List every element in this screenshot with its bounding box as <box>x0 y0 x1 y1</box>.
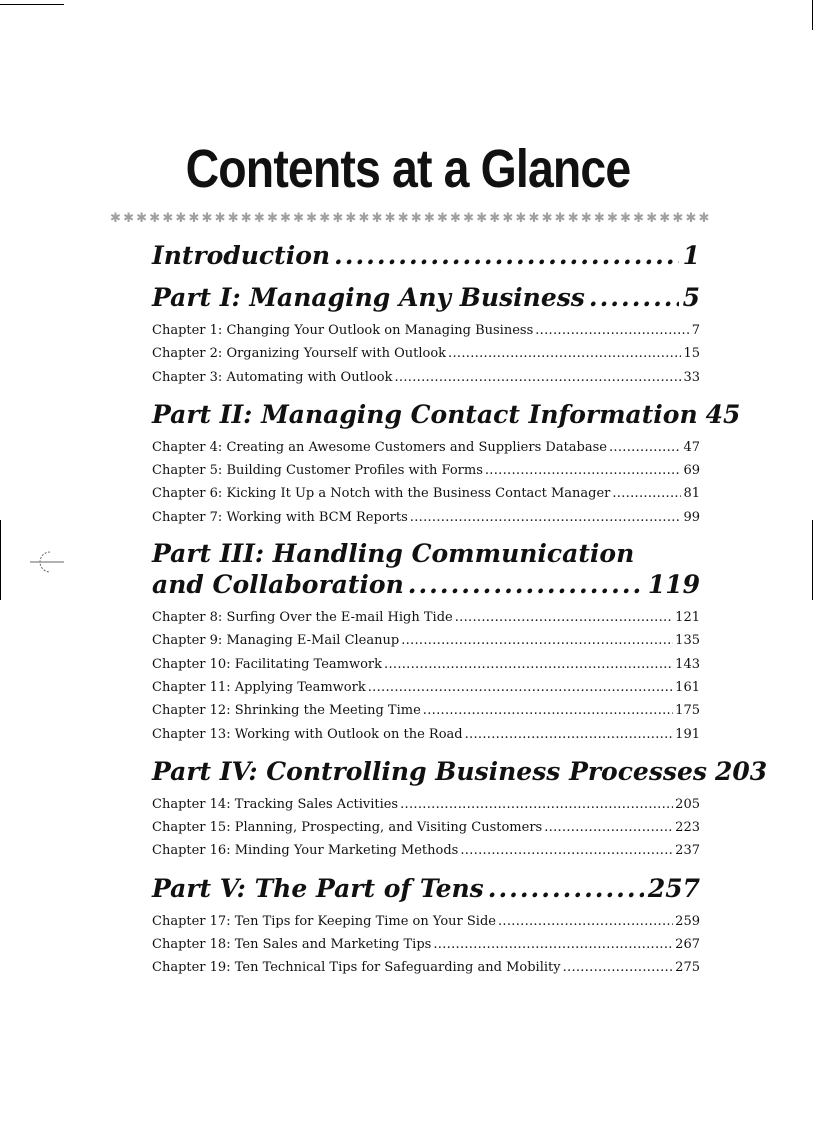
divider-star-icon: ✱ <box>371 210 383 226</box>
divider-star-icon: ✱ <box>110 210 121 226</box>
dot-leader <box>563 956 674 979</box>
part-title: Part IV: Controlling Business Processes <box>152 756 707 786</box>
part-title: Part V: The Part of Tens <box>152 873 484 903</box>
divider-star-icon: ✱ <box>646 210 658 226</box>
toc-chapter[interactable] <box>152 699 700 722</box>
divider-star-icon: ✱ <box>227 210 239 226</box>
divider-star-icon: ✱ <box>345 210 357 226</box>
dot-leader <box>488 873 644 905</box>
dot-leader <box>465 723 674 746</box>
divider-star-icon: ✱ <box>606 210 618 226</box>
dot-leader <box>334 240 679 272</box>
dot-leader <box>535 319 689 342</box>
divider-star-icon: ✱ <box>149 210 161 226</box>
divider-star-icon: ✱ <box>136 210 148 226</box>
divider-star-icon: ✱ <box>201 210 213 226</box>
toc-chapter[interactable] <box>152 366 700 389</box>
chapter-title: Chapter 11: Applying Teamwork <box>152 679 366 695</box>
page-number: 161 <box>675 679 700 695</box>
page-number: 237 <box>675 843 700 859</box>
toc-part[interactable] <box>152 873 700 905</box>
divider-star-icon: ✱ <box>188 210 200 226</box>
dot-leader <box>460 839 673 862</box>
toc-chapter[interactable] <box>152 723 700 746</box>
crop-mark-top-right <box>812 0 813 30</box>
divider-star-icon: ✱ <box>280 210 291 226</box>
page-title: Contents at a Glance <box>185 139 631 199</box>
page-number: 257 <box>647 873 700 903</box>
page-number: 119 <box>647 570 700 600</box>
toc-chapter[interactable] <box>152 816 700 839</box>
dot-leader <box>544 816 673 839</box>
dot-leader <box>433 933 673 956</box>
divider-star-icon: ✱ <box>266 210 278 226</box>
page-number: 45 <box>705 399 741 429</box>
chapter-title: Chapter 6: Kicking It Up a Notch with the Business Contact Manager <box>152 486 611 502</box>
divider-star-icon: ✱ <box>450 210 461 226</box>
page-number: 143 <box>675 656 700 672</box>
registration-mark-icon <box>10 548 70 576</box>
decorative-divider <box>110 210 710 226</box>
toc-chapter[interactable] <box>152 676 700 699</box>
divider-star-icon: ✱ <box>214 210 226 226</box>
chapter-title: Chapter 16: Minding Your Marketing Methods <box>152 843 459 859</box>
page-number: 121 <box>675 610 700 626</box>
toc-chapter[interactable] <box>152 436 700 459</box>
table-of-contents <box>152 240 768 980</box>
dot-leader <box>455 606 673 629</box>
dot-leader <box>485 459 682 482</box>
toc-chapter[interactable] <box>152 342 700 365</box>
chapter-title: Chapter 4: Creating an Awesome Customers and Suppliers Database <box>152 439 607 455</box>
dot-leader <box>498 910 673 933</box>
chapter-title: Chapter 2: Organizing Yourself with Outlook <box>152 346 447 362</box>
dot-leader <box>408 569 644 601</box>
dot-leader <box>395 366 682 389</box>
page-number: 81 <box>683 486 700 502</box>
divider-star-icon: ✱ <box>423 210 435 226</box>
dot-leader <box>368 676 673 699</box>
page-number: 267 <box>675 937 700 953</box>
chapter-title: Chapter 5: Building Customer Profiles with Forms <box>152 463 483 479</box>
toc-part[interactable] <box>152 539 700 601</box>
divider-star-icon: ✱ <box>698 210 710 226</box>
page-number: 223 <box>675 820 700 836</box>
chapter-title: Chapter 12: Shrinking the Meeting Time <box>152 703 421 719</box>
toc-chapter[interactable] <box>152 606 700 629</box>
page-number: 5 <box>682 283 700 312</box>
divider-star-icon: ✱ <box>476 210 488 226</box>
divider-star-icon: ✱ <box>515 210 527 226</box>
toc-chapter[interactable] <box>152 956 700 979</box>
crop-mark-left <box>0 520 1 600</box>
dot-leader <box>401 629 673 652</box>
part-title: Introduction <box>152 241 331 270</box>
crop-mark-top-left <box>0 4 64 5</box>
divider-star-icon: ✱ <box>620 210 631 226</box>
divider-star-icon: ✱ <box>240 210 252 226</box>
divider-star-icon: ✱ <box>593 210 605 226</box>
divider-star-icon: ✱ <box>332 210 344 226</box>
chapter-title: Chapter 19: Ten Technical Tips for Safeguarding and Mobility <box>152 960 561 976</box>
divider-star-icon: ✱ <box>567 210 579 226</box>
divider-star-icon: ✱ <box>162 210 174 226</box>
part-title: Part I: Managing Any Business <box>152 283 585 312</box>
toc-chapter[interactable] <box>152 653 700 676</box>
page-number: 99 <box>683 509 700 525</box>
chapter-title: Chapter 7: Working with BCM Reports <box>152 509 408 525</box>
toc-introduction[interactable] <box>152 240 700 272</box>
dot-leader <box>448 342 681 365</box>
chapter-title: Chapter 17: Ten Tips for Keeping Time on Your Side <box>152 913 496 929</box>
chapter-title: Chapter 14: Tracking Sales Activities <box>152 796 399 812</box>
divider-star-icon: ✱ <box>541 210 553 226</box>
page-number: 205 <box>675 796 700 812</box>
divider-star-icon: ✱ <box>123 210 134 226</box>
toc-chapter[interactable] <box>152 793 700 816</box>
divider-star-icon: ✱ <box>672 210 684 226</box>
divider-star-icon: ✱ <box>410 210 422 226</box>
divider-star-icon: ✱ <box>502 210 514 226</box>
page-number: 7 <box>691 323 700 338</box>
dot-leader <box>423 699 673 722</box>
toc-chapter[interactable] <box>152 482 700 505</box>
toc-part[interactable] <box>152 756 768 788</box>
toc-part[interactable] <box>152 399 741 431</box>
divider-star-icon: ✱ <box>253 210 265 226</box>
crop-mark-right <box>812 520 813 600</box>
page-number: 15 <box>683 346 700 362</box>
page-number: 1 <box>682 241 700 270</box>
part-title: Part II: Managing Contact Information <box>152 399 698 429</box>
page-number: 33 <box>683 369 700 385</box>
toc-chapter[interactable] <box>152 910 700 933</box>
toc-chapter[interactable] <box>152 459 700 482</box>
page-number: 203 <box>714 756 768 786</box>
chapter-title: Chapter 13: Working with Outlook on the Road <box>152 726 463 742</box>
divider-star-icon: ✱ <box>319 210 331 226</box>
page-number: 259 <box>675 913 700 929</box>
dot-leader <box>609 436 681 459</box>
chapter-title: Chapter 3: Automating with Outlook <box>152 369 393 385</box>
chapter-title: Chapter 15: Planning, Prospecting, and Visiting Customers <box>152 820 543 836</box>
divider-star-icon: ✱ <box>384 210 396 226</box>
divider-star-icon: ✱ <box>436 210 448 226</box>
divider-star-icon: ✱ <box>580 210 592 226</box>
toc-chapter[interactable] <box>152 933 700 956</box>
divider-star-icon: ✱ <box>463 210 475 226</box>
toc-part[interactable] <box>152 282 700 314</box>
page-number: 47 <box>683 439 700 455</box>
divider-star-icon: ✱ <box>633 210 645 226</box>
chapter-title: Chapter 10: Facilitating Teamwork <box>152 656 383 672</box>
chapter-title: Chapter 1: Changing Your Outlook on Managing Business <box>152 323 534 338</box>
chapter-title: Chapter 18: Ten Sales and Marketing Tips <box>152 937 432 953</box>
dot-leader <box>410 506 682 529</box>
chapter-title: Chapter 9: Managing E-Mail Cleanup <box>152 633 400 649</box>
toc-chapter[interactable] <box>152 506 700 529</box>
dot-leader <box>589 282 679 314</box>
divider-star-icon: ✱ <box>554 210 566 226</box>
dot-leader <box>400 793 673 816</box>
divider-star-icon: ✱ <box>489 210 501 226</box>
divider-star-icon: ✱ <box>358 210 370 226</box>
dot-leader <box>612 482 681 505</box>
toc-chapter[interactable] <box>152 839 700 862</box>
divider-star-icon: ✱ <box>659 210 671 226</box>
dot-leader <box>384 653 673 676</box>
page-number: 175 <box>675 703 700 719</box>
divider-star-icon: ✱ <box>175 210 187 226</box>
part-title-line-1: Part III: Handling Communication <box>152 539 635 569</box>
divider-star-icon: ✱ <box>306 210 318 226</box>
divider-star-icon: ✱ <box>293 210 304 226</box>
page-number: 275 <box>675 960 700 976</box>
chapter-title: Chapter 8: Surfing Over the E-mail High Tide <box>152 610 453 626</box>
page-number: 191 <box>675 726 700 742</box>
part-title-line-2: and Collaboration <box>152 570 404 600</box>
page-number: 69 <box>683 463 700 479</box>
divider-star-icon: ✱ <box>685 210 697 226</box>
divider-star-icon: ✱ <box>397 210 409 226</box>
toc-chapter[interactable] <box>152 629 700 652</box>
divider-star-icon: ✱ <box>528 210 540 226</box>
toc-chapter[interactable] <box>152 319 700 342</box>
page-number: 135 <box>675 633 700 649</box>
